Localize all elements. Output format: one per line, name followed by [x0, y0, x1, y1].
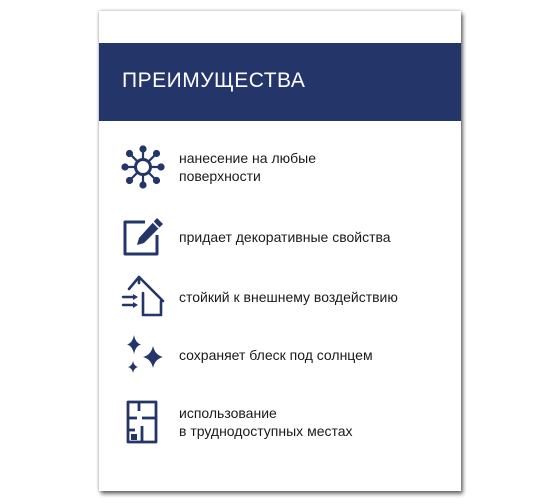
feature-label-line1: использование [179, 405, 277, 421]
sparkles-icon [119, 331, 167, 379]
feature-item-decorative [119, 213, 449, 263]
edit-pencil-icon [119, 213, 167, 261]
advantages-card [99, 11, 461, 491]
feature-item-surfaces [119, 143, 449, 193]
feature-item-hard-to-reach [119, 398, 449, 448]
feature-label-line1: нанесение на любые [179, 150, 316, 166]
feature-label-line2: поверхности [179, 168, 261, 184]
feature-item-shine [119, 331, 449, 381]
panel-title: ПРЕИМУЩЕСТВА [122, 69, 306, 92]
feature-label: сохраняет блеск под солнцем [179, 347, 373, 363]
feature-label-line2: в труднодоступных местах [179, 423, 353, 439]
feature-label: придает декоративные свойства [179, 229, 391, 245]
floor-plan-icon [119, 398, 167, 446]
title-banner [99, 43, 461, 121]
feature-item-resistant [119, 273, 449, 323]
house-arrows-icon [119, 273, 167, 321]
network-hub-icon [119, 143, 167, 191]
feature-label: стойкий к внешнему воздействию [179, 289, 398, 305]
